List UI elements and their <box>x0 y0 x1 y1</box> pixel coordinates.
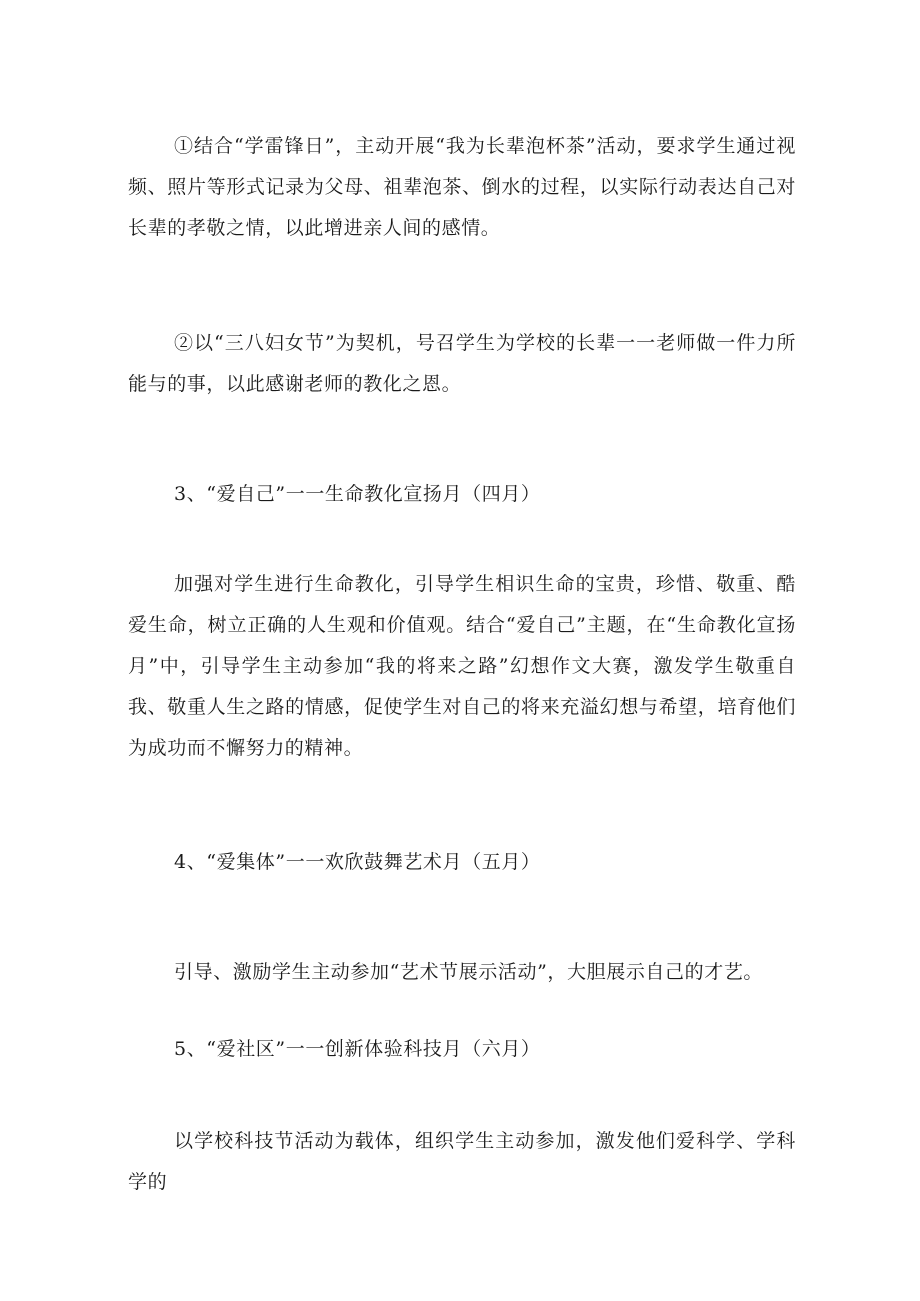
section-heading-love-self: 3、“爱自己”一一生命教化宣扬月（四月） <box>174 483 541 505</box>
paragraph-womens-day: ②以“三八妇女节”为契机，号召学生为学校的长辈一一老师做一件力所能与的事，以此感谢老师的教化之恩。 <box>128 332 796 395</box>
section-heading-love-collective: 4、“爱集体”一一欢欣鼓舞艺术月（五月） <box>174 851 541 873</box>
section-heading-love-community: 5、“爱社区”一一创新体验科技月（六月） <box>174 1038 541 1060</box>
paragraph-science-festival: 以学校科技节活动为载体，组织学生主动参加，激发他们爱科学、学科学的 <box>128 1130 796 1193</box>
paragraph-tea-activity: ①结合“学雷锋日”，主动开展“我为长辈泡杯茶”活动，要求学生通过视频、照片等形式记录为父母、祖辈泡茶、倒水的过程，以实际行动表达自己对长辈的孝敬之情，以此增进亲人间的感情。 <box>128 135 796 239</box>
paragraph-life-education: 加强对学生进行生命教化，引导学生相识生命的宝贵，珍惜、敬重、酷爱生命，树立正确的人生观和价值观。结合“爱自己”主题，在“生命教化宣扬月”中，引导学生主动参加“我的将来之路”幻想作文大赛，激发学生敬重自我、敬重人生之路的情感，促使学生对自己的将来充溢幻想与希望，培育他们为成功而不懈努力的精神。 <box>128 573 796 759</box>
paragraph-art-festival: 引导、激励学生主动参加“艺术节展示活动”，大胆展示自己的才艺。 <box>174 961 764 983</box>
